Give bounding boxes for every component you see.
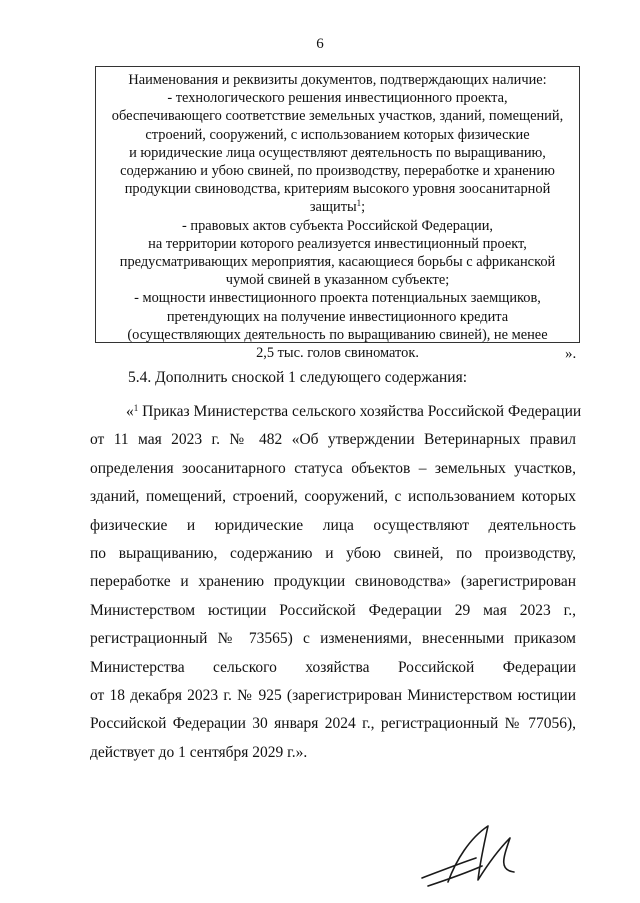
footnote-mark: 1: [356, 198, 362, 209]
box-line: претендующих на получение инвестиционного кредита: [166, 308, 509, 325]
paragraph-line: переработке и хранению продукции свиноводства» (зарегистрирован: [90, 573, 576, 591]
page-number: 6: [316, 36, 324, 52]
paragraph-line: от 11 мая 2023 г. № 482 «Об утверждении Ветеринарных правил: [90, 431, 576, 449]
paragraph-line: Российской Федерации 30 января 2024 г., регистрационный № 77056),: [90, 715, 576, 733]
box-line: - правовых актов субъекта Российской Федерации,: [181, 217, 494, 234]
box-line: чумой свиней в указанном субъекте;: [225, 272, 450, 289]
paragraph-line: Министерством юстиции Российской Федерации 29 мая 2023 г.,: [90, 601, 576, 619]
paragraph-line: Министерства сельского хозяйства Российской Федерации: [90, 658, 576, 676]
paragraph-line: физические и юридические лица осуществляют деятельность: [90, 516, 576, 534]
closing-quote: ».: [565, 346, 577, 362]
signature: [418, 820, 518, 890]
box-line: строений, сооружений, с использованием которых физические: [145, 126, 530, 143]
section-heading: 5.4. Дополнить сноской 1 следующего содержания:: [128, 369, 468, 386]
box-line-with-footnote: [102, 198, 573, 216]
box-line-text: защиты: [309, 199, 357, 216]
box-line: (осуществляющих деятельность по выращиванию свиней), не менее: [127, 326, 548, 343]
paragraph-line-text: Приказ Министерства сельского хозяйства Российской Федерации: [138, 403, 582, 420]
footnote-paragraph: [90, 398, 582, 767]
box-line: на территории которого реализуется инвестиционный проект,: [148, 235, 527, 252]
box-line-suffix: ;: [361, 199, 366, 216]
box-line: Наименования и реквизиты документов, подтверждающих наличие:: [128, 72, 547, 88]
box-line: предусматривающих мероприятия, касающиеся борьбы с африканской: [119, 254, 556, 271]
box-line: продукции свиноводства, критериям высокого уровня зоосанитарной: [124, 181, 551, 198]
paragraph-line: зданий, помещений, строений, сооружений, с использованием которых: [90, 488, 576, 506]
box-line: 2,5 тыс. голов свиноматок.: [256, 345, 419, 362]
box-line: обеспечивающего соответствие земельных участков, зданий, помещений,: [111, 108, 564, 125]
box-line: и юридические лица осуществляют деятельность по выращиванию,: [129, 144, 546, 161]
box-line: содержанию и убою свиней, по производству, переработке и хранению: [120, 163, 555, 180]
paragraph-line: [90, 398, 582, 426]
paragraph-line: определения зоосанитарного статуса объектов – земельных участков,: [90, 459, 576, 477]
open-quote: «: [126, 403, 134, 420]
documents-table-cell: [95, 66, 580, 362]
footnote-mark: 1: [133, 403, 139, 413]
paragraph-line: действует до 1 сентября 2029 г.».: [90, 743, 308, 761]
paragraph-line: регистрационный № 73565) с изменениями, внесенными приказом: [90, 630, 576, 648]
box-line: - мощности инвестиционного проекта потенциальных заемщиков,: [134, 290, 541, 307]
paragraph-line: по выращиванию, содержанию и убою свиней, по производству,: [90, 544, 576, 562]
box-line: - технологического решения инвестиционного проекта,: [167, 90, 508, 107]
paragraph-line: от 18 декабря 2023 г. № 925 (зарегистрирован Министерством юстиции: [90, 686, 576, 704]
